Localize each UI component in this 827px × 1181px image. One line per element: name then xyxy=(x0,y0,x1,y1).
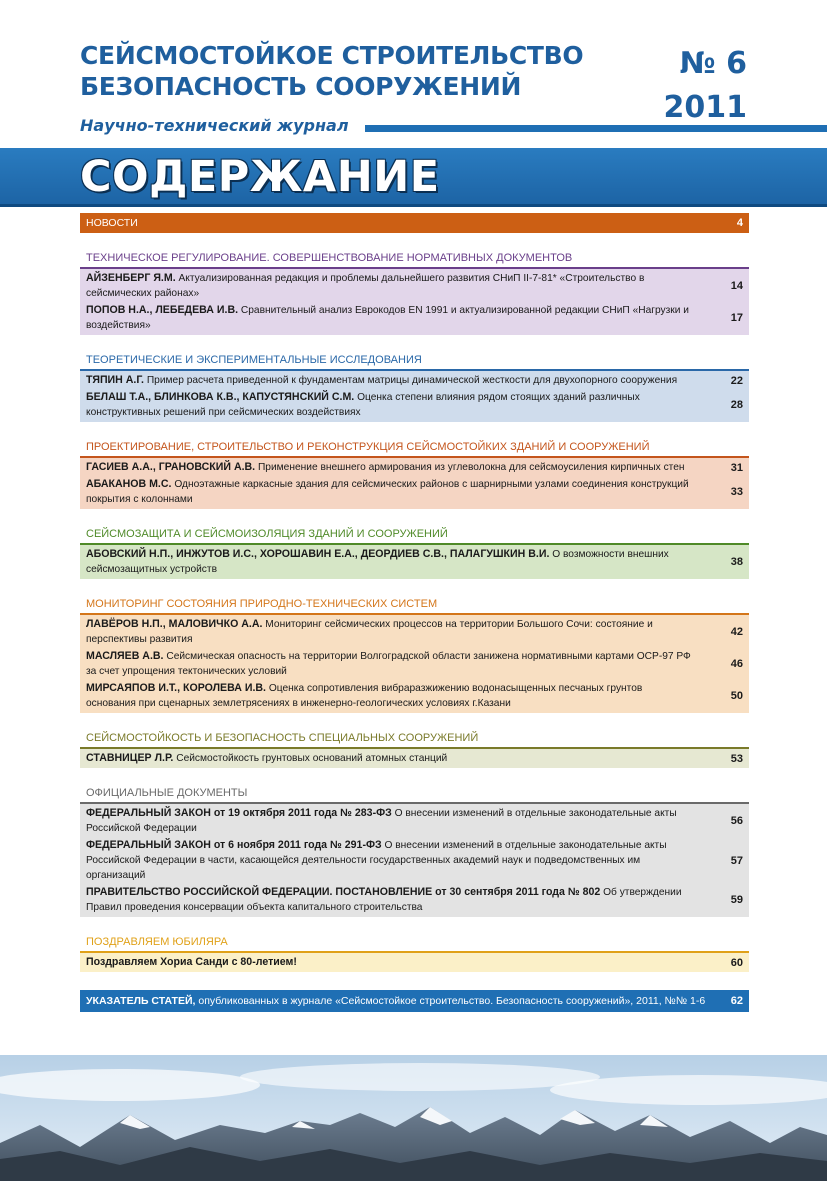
article-index-page: 62 xyxy=(730,995,743,1007)
entry-authors: АБОВСКИЙ Н.П., ИНЖУТОВ И.С., ХОРОШАВИН Е.А., ДЕОРДИЕВ С.В., ПАЛАГУШКИН В.И. xyxy=(86,548,550,560)
entry-title: Оценка сопротивления вибраразжижению водонасыщенных песчаных грунтов основания при сценарных землетрясениях в инженерно-геологических условиях г.Казани xyxy=(86,683,643,709)
toc-section xyxy=(80,436,749,509)
entry-title: Сейсмическая опасность на территории Волгоградской области занижена нормативными картами ОСР-97 РФ за счет упрощения тектонических условий xyxy=(86,651,691,677)
toc-entry[interactable] xyxy=(80,459,749,476)
toc-entry[interactable] xyxy=(80,648,749,680)
entry-authors: ПРАВИТЕЛЬСТВО РОССИЙСКОЙ ФЕДЕРАЦИИ. ПОСТАНОВЛЕНИЕ от 30 сентября 2011 года № 802 xyxy=(86,886,601,898)
toc-entry[interactable] xyxy=(80,476,749,508)
entry-page: 14 xyxy=(730,280,743,292)
toc-section xyxy=(80,782,749,917)
entry-authors: АЙЗЕНБЕРГ Я.М. xyxy=(86,272,176,284)
entry-text xyxy=(86,955,723,970)
section-heading: ПОЗДРАВЛЯЕМ ЮБИЛЯРА xyxy=(86,936,228,948)
entry-title: Одноэтажные каркасные здания для сейсмических районов с шарнирными узлами соединения конструкций покрытия с колоннами xyxy=(86,479,689,505)
toc-entry[interactable] xyxy=(80,750,749,767)
issue-number: № 6 xyxy=(679,46,747,81)
entry-authors: Поздравляем Хориа Санди с 80-летием! xyxy=(86,956,297,968)
entry-title: О возможности внешних сейсмозащитных устройств xyxy=(86,549,669,575)
entry-text xyxy=(86,373,723,388)
toc-entry[interactable] xyxy=(80,616,749,648)
section-heading: СЕЙСМОЗАЩИТА И СЕЙСМОИЗОЛЯЦИЯ ЗДАНИЙ И СООРУЖЕНИЙ xyxy=(86,528,448,540)
table-of-contents xyxy=(80,213,749,1012)
entry-authors: БЕЛАШ Т.А., БЛИНКОВА К.В., КАПУСТЯНСКИЙ С.М. xyxy=(86,391,355,403)
entry-text xyxy=(86,885,723,915)
toc-section xyxy=(80,593,749,713)
journal-title xyxy=(80,40,583,102)
entry-title: Сравнительный анализ Еврокодов EN 1991 и актуализированной редакции СНиП «Нагрузки и воздействия» xyxy=(86,305,689,331)
entry-text xyxy=(86,838,723,883)
entry-text xyxy=(86,751,723,766)
sections-list xyxy=(80,247,749,972)
toc-entry[interactable] xyxy=(80,546,749,578)
entry-text xyxy=(86,617,723,647)
entry-page: 56 xyxy=(730,815,743,827)
entry-text xyxy=(86,460,723,475)
entry-page: 59 xyxy=(730,894,743,906)
section-heading: ТЕХНИЧЕСКОЕ РЕГУЛИРОВАНИЕ. СОВЕРШЕНСТВОВАНИЕ НОРМАТИВНЫХ ДОКУМЕНТОВ xyxy=(86,252,573,264)
toc-section xyxy=(80,247,749,335)
entry-page: 38 xyxy=(730,556,743,568)
section-heading: МОНИТОРИНГ СОСТОЯНИЯ ПРИРОДНО-ТЕХНИЧЕСКИХ СИСТЕМ xyxy=(86,598,438,610)
entry-title: Пример расчета приведенной к фундаментам матрицы динамической жесткости для двухопорного сооружения xyxy=(146,375,678,386)
toc-section xyxy=(80,523,749,579)
entry-title: Об утверждении Правил проведения консервации объекта капитального строительства xyxy=(86,887,682,913)
entry-page: 33 xyxy=(730,486,743,498)
entry-title: Применение внешнего армирования из углеволокна для сейсмоусиления кирпичных стен xyxy=(257,462,685,473)
entry-page: 57 xyxy=(730,854,743,867)
article-index-desc: опубликованных в журнале «Сейсмостойкое строительство. Безопасность сооружений», 2011, №№ 1-6 xyxy=(198,995,706,1007)
entry-authors: СТАВНИЦЕР Л.Р. xyxy=(86,752,174,764)
entry-title: Оценка степени влияния рядом стоящих зданий различных конструктивных решений при сейсмических воздействиях xyxy=(86,392,640,418)
entry-authors: ПОПОВ Н.А., ЛЕБЕДЕВА И.В. xyxy=(86,304,239,316)
entry-title: О внесении изменений в отдельные законодательные акты Российской Федерации xyxy=(86,808,677,834)
entry-authors: ГАСИЕВ А.А., ГРАНОВСКИЙ А.В. xyxy=(86,461,256,473)
entry-text xyxy=(86,271,723,301)
news-page: 4 xyxy=(736,217,743,229)
issue-number-block xyxy=(664,42,748,130)
entry-page: 31 xyxy=(730,461,743,474)
section-heading: СЕЙСМОСТОЙКОСТЬ И БЕЗОПАСНОСТЬ СПЕЦИАЛЬНЫХ СООРУЖЕНИЙ xyxy=(86,732,479,744)
entry-text xyxy=(86,681,723,711)
entry-page: 50 xyxy=(730,690,743,702)
entry-authors: АБАКАНОВ М.С. xyxy=(86,478,172,490)
entry-authors: МИРСАЯПОВ И.Т., КОРОЛЕВА И.В. xyxy=(86,682,266,694)
entry-page: 28 xyxy=(730,399,743,411)
entry-text xyxy=(86,806,723,836)
entry-page: 53 xyxy=(730,752,743,765)
section-heading: ОФИЦИАЛЬНЫЕ ДОКУМЕНТЫ xyxy=(86,787,248,799)
entry-page: 46 xyxy=(730,658,743,670)
entry-authors: ФЕДЕРАЛЬНЫЙ ЗАКОН от 19 октября 2011 года № 283-ФЗ xyxy=(86,807,392,819)
article-index-title: УКАЗАТЕЛЬ СТАТЕЙ, xyxy=(86,995,196,1007)
section-entries xyxy=(80,747,749,768)
entry-authors: ФЕДЕРАЛЬНЫЙ ЗАКОН от 6 ноября 2011 года № 291-ФЗ xyxy=(86,839,382,851)
entry-page: 22 xyxy=(730,374,743,387)
journal-title-line1: СЕЙСМОСТОЙКОЕ СТРОИТЕЛЬСТВО xyxy=(80,41,584,70)
section-entries xyxy=(80,951,749,972)
entry-authors: ТЯПИН А.Г. xyxy=(86,374,144,386)
entry-title: О внесении изменений в отдельные законодательные акты Российской Федерации в части, касающейся деятельности государственных академий наук и подведомственных им организаций xyxy=(86,840,667,881)
mountain-landscape-image xyxy=(0,1055,827,1181)
toc-entry[interactable] xyxy=(80,270,749,302)
section-entries xyxy=(80,802,749,917)
section-entries xyxy=(80,543,749,579)
entry-page: 17 xyxy=(730,312,743,324)
toc-section xyxy=(80,727,749,768)
entry-authors: ЛАВЁРОВ Н.П., МАЛОВИЧКО А.А. xyxy=(86,618,263,630)
entry-title: Актуализированная редакция и проблемы дальнейшего развития СНиП II-7-81* «Строительство в сейсмических районах» xyxy=(86,273,645,299)
entry-text xyxy=(86,477,723,507)
article-index-bar[interactable] xyxy=(80,990,749,1012)
journal-title-line2: БЕЗОПАСНОСТЬ СООРУЖЕНИЙ xyxy=(80,72,522,101)
contents-banner xyxy=(0,148,827,207)
toc-entry[interactable] xyxy=(80,302,749,334)
entry-text xyxy=(86,303,723,333)
toc-entry[interactable] xyxy=(80,372,749,389)
entry-title: Сейсмостойкость грунтовых оснований атомных станций xyxy=(176,753,448,764)
entry-page: 42 xyxy=(730,626,743,638)
entry-page: 60 xyxy=(730,956,743,969)
entry-text xyxy=(86,390,723,420)
section-entries xyxy=(80,267,749,335)
toc-entry[interactable] xyxy=(80,837,749,884)
contents-title: СОДЕРЖАНИЕ xyxy=(80,152,440,202)
entry-text xyxy=(86,547,723,577)
section-heading: ПРОЕКТИРОВАНИЕ, СТРОИТЕЛЬСТВО И РЕКОНСТРУКЦИЯ СЕЙСМОСТОЙКИХ ЗДАНИЙ И СООРУЖЕНИЙ xyxy=(86,441,650,453)
issue-year: 2011 xyxy=(663,90,747,125)
toc-entry[interactable] xyxy=(80,389,749,421)
toc-entry[interactable] xyxy=(80,884,749,916)
entry-text xyxy=(86,649,723,679)
section-heading: ТЕОРЕТИЧЕСКИЕ И ЭКСПЕРИМЕНТАЛЬНЫЕ ИССЛЕДОВАНИЯ xyxy=(86,354,422,366)
toc-entry[interactable] xyxy=(80,954,749,971)
journal-subtitle: Научно-технический журнал xyxy=(80,116,349,135)
toc-section xyxy=(80,349,749,422)
toc-section xyxy=(80,931,749,972)
subtitle-divider xyxy=(365,125,827,132)
news-bar[interactable] xyxy=(80,213,749,233)
section-entries xyxy=(80,369,749,422)
entry-authors: МАСЛЯЕВ А.В. xyxy=(86,650,164,662)
toc-entry[interactable] xyxy=(80,805,749,837)
entry-title: Мониторинг сейсмических процессов на территории Большого Сочи: состояние и перспективы развития xyxy=(86,619,653,645)
news-label: НОВОСТИ xyxy=(86,217,138,229)
toc-entry[interactable] xyxy=(80,680,749,712)
article-index-text xyxy=(86,990,705,1012)
section-entries xyxy=(80,456,749,509)
section-entries xyxy=(80,613,749,713)
